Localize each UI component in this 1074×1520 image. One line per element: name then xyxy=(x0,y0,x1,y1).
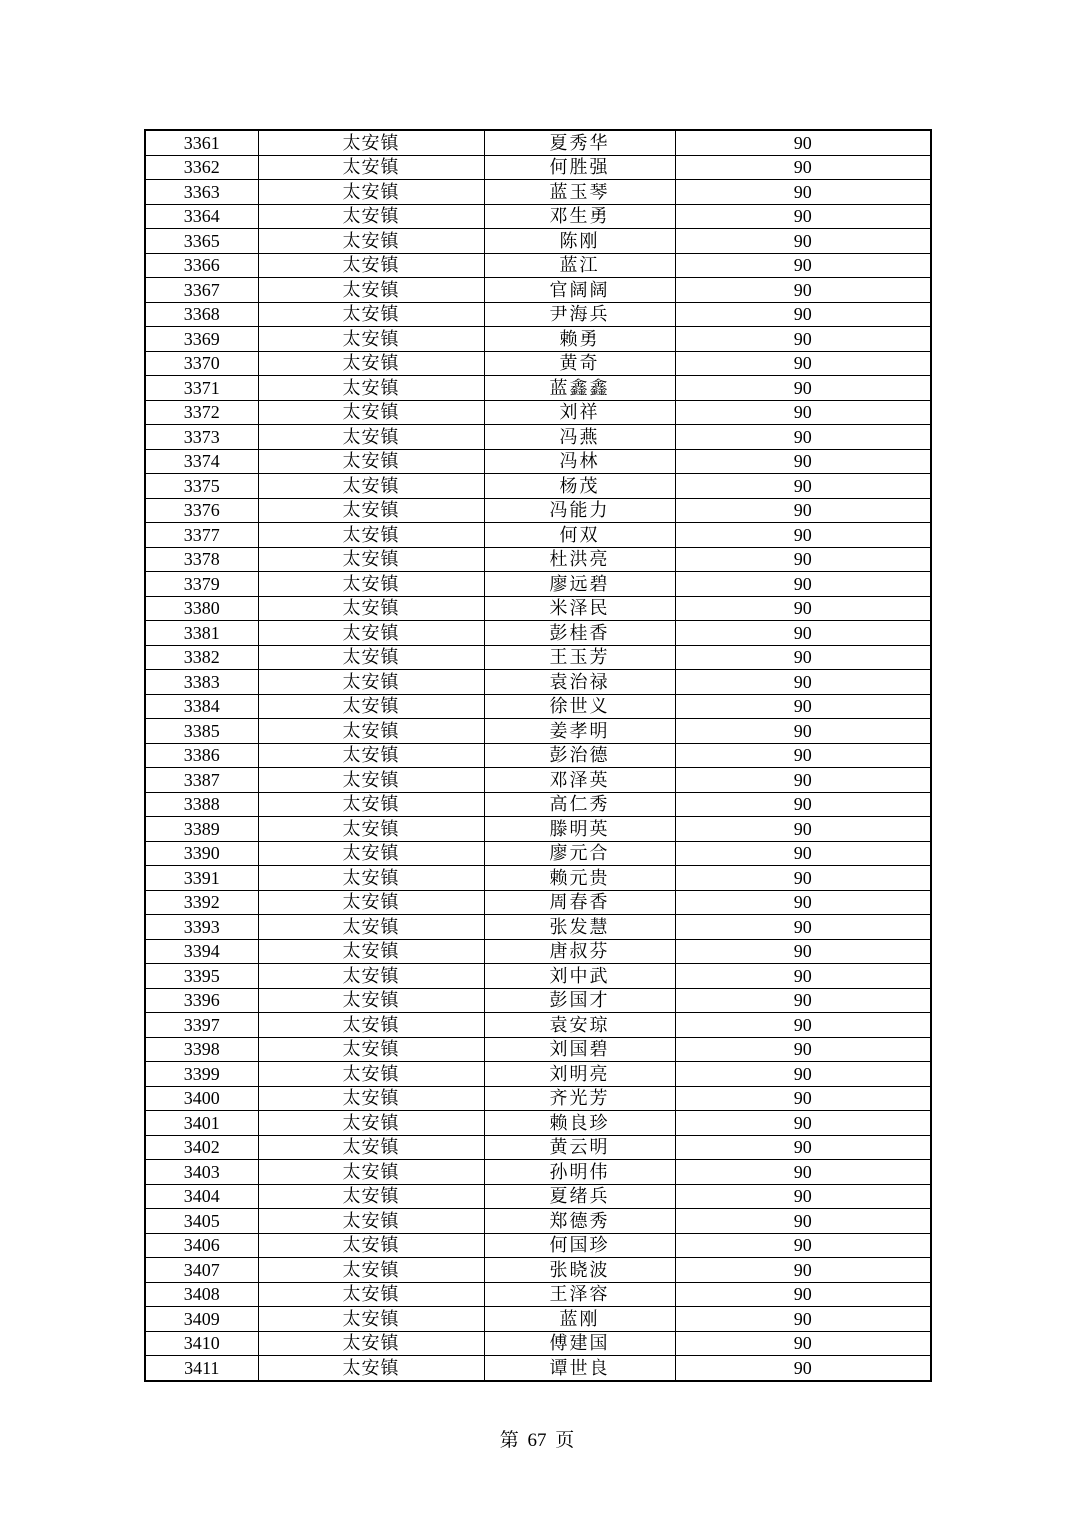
town-cell: 太安镇 xyxy=(258,130,484,155)
score-cell: 90 xyxy=(675,1209,931,1234)
town-cell: 太安镇 xyxy=(258,1160,484,1185)
score-cell: 90 xyxy=(675,1135,931,1160)
town-cell: 太安镇 xyxy=(258,988,484,1013)
table-row xyxy=(145,498,931,523)
town-cell: 太安镇 xyxy=(258,1258,484,1283)
name-cell: 何国珍 xyxy=(484,1233,675,1258)
row-number-cell: 3403 xyxy=(145,1160,258,1185)
row-number-cell: 3385 xyxy=(145,719,258,744)
town-cell: 太安镇 xyxy=(258,915,484,940)
score-cell: 90 xyxy=(675,939,931,964)
name-cell: 张晓波 xyxy=(484,1258,675,1283)
town-cell: 太安镇 xyxy=(258,743,484,768)
score-cell: 90 xyxy=(675,1160,931,1185)
table-row xyxy=(145,743,931,768)
table-row xyxy=(145,1086,931,1111)
row-number-cell: 3361 xyxy=(145,130,258,155)
score-cell: 90 xyxy=(675,572,931,597)
row-number-cell: 3411 xyxy=(145,1356,258,1381)
row-number-cell: 3372 xyxy=(145,400,258,425)
record-table xyxy=(144,129,932,1382)
row-number-cell: 3376 xyxy=(145,498,258,523)
row-number-cell: 3387 xyxy=(145,768,258,793)
town-cell: 太安镇 xyxy=(258,278,484,303)
town-cell: 太安镇 xyxy=(258,1356,484,1381)
town-cell: 太安镇 xyxy=(258,841,484,866)
table-row xyxy=(145,670,931,695)
score-cell: 90 xyxy=(675,1062,931,1087)
town-cell: 太安镇 xyxy=(258,302,484,327)
row-number-cell: 3389 xyxy=(145,817,258,842)
name-cell: 赖良珍 xyxy=(484,1111,675,1136)
table-row xyxy=(145,449,931,474)
row-number-cell: 3371 xyxy=(145,376,258,401)
table-row xyxy=(145,988,931,1013)
row-number-cell: 3382 xyxy=(145,645,258,670)
row-number-cell: 3381 xyxy=(145,621,258,646)
name-cell: 邓生勇 xyxy=(484,204,675,229)
table-row xyxy=(145,1037,931,1062)
score-cell: 90 xyxy=(675,474,931,499)
score-cell: 90 xyxy=(675,670,931,695)
town-cell: 太安镇 xyxy=(258,449,484,474)
town-cell: 太安镇 xyxy=(258,253,484,278)
score-cell: 90 xyxy=(675,547,931,572)
name-cell: 冯能力 xyxy=(484,498,675,523)
table-row xyxy=(145,1258,931,1283)
name-cell: 蓝鑫鑫 xyxy=(484,376,675,401)
score-cell: 90 xyxy=(675,229,931,254)
name-cell: 杜洪亮 xyxy=(484,547,675,572)
table-row xyxy=(145,1282,931,1307)
table-row xyxy=(145,596,931,621)
town-cell: 太安镇 xyxy=(258,1184,484,1209)
table-row xyxy=(145,719,931,744)
table-row xyxy=(145,915,931,940)
table-row xyxy=(145,1331,931,1356)
name-cell: 滕明英 xyxy=(484,817,675,842)
score-cell: 90 xyxy=(675,278,931,303)
score-cell: 90 xyxy=(675,449,931,474)
town-cell: 太安镇 xyxy=(258,523,484,548)
town-cell: 太安镇 xyxy=(258,596,484,621)
table-row xyxy=(145,1356,931,1381)
score-cell: 90 xyxy=(675,523,931,548)
name-cell: 唐叔芬 xyxy=(484,939,675,964)
town-cell: 太安镇 xyxy=(258,400,484,425)
town-cell: 太安镇 xyxy=(258,964,484,989)
name-cell: 官阔阔 xyxy=(484,278,675,303)
name-cell: 袁治禄 xyxy=(484,670,675,695)
town-cell: 太安镇 xyxy=(258,474,484,499)
row-number-cell: 3388 xyxy=(145,792,258,817)
name-cell: 赖元贵 xyxy=(484,866,675,891)
table-row xyxy=(145,130,931,155)
table-row xyxy=(145,1013,931,1038)
table-row xyxy=(145,866,931,891)
table-row xyxy=(145,645,931,670)
name-cell: 刘明亮 xyxy=(484,1062,675,1087)
name-cell: 黄云明 xyxy=(484,1135,675,1160)
score-cell: 90 xyxy=(675,694,931,719)
table-row xyxy=(145,327,931,352)
table-row xyxy=(145,155,931,180)
town-cell: 太安镇 xyxy=(258,204,484,229)
score-cell: 90 xyxy=(675,866,931,891)
row-number-cell: 3362 xyxy=(145,155,258,180)
town-cell: 太安镇 xyxy=(258,327,484,352)
score-cell: 90 xyxy=(675,155,931,180)
table-row xyxy=(145,890,931,915)
row-number-cell: 3397 xyxy=(145,1013,258,1038)
name-cell: 蓝玉琴 xyxy=(484,180,675,205)
table-row xyxy=(145,302,931,327)
name-cell: 彭治德 xyxy=(484,743,675,768)
town-cell: 太安镇 xyxy=(258,1037,484,1062)
score-cell: 90 xyxy=(675,376,931,401)
row-number-cell: 3391 xyxy=(145,866,258,891)
row-number-cell: 3394 xyxy=(145,939,258,964)
town-cell: 太安镇 xyxy=(258,670,484,695)
row-number-cell: 3393 xyxy=(145,915,258,940)
town-cell: 太安镇 xyxy=(258,376,484,401)
row-number-cell: 3398 xyxy=(145,1037,258,1062)
score-cell: 90 xyxy=(675,400,931,425)
score-cell: 90 xyxy=(675,792,931,817)
name-cell: 彭国才 xyxy=(484,988,675,1013)
name-cell: 徐世义 xyxy=(484,694,675,719)
table-row xyxy=(145,1111,931,1136)
name-cell: 谭世良 xyxy=(484,1356,675,1381)
table-row xyxy=(145,351,931,376)
name-cell: 廖远碧 xyxy=(484,572,675,597)
table-row xyxy=(145,1184,931,1209)
score-cell: 90 xyxy=(675,645,931,670)
row-number-cell: 3378 xyxy=(145,547,258,572)
town-cell: 太安镇 xyxy=(258,768,484,793)
row-number-cell: 3405 xyxy=(145,1209,258,1234)
name-cell: 冯林 xyxy=(484,449,675,474)
score-cell: 90 xyxy=(675,180,931,205)
table-row xyxy=(145,792,931,817)
page-number: 第 67 页 xyxy=(499,1430,575,1451)
row-number-cell: 3367 xyxy=(145,278,258,303)
row-number-cell: 3365 xyxy=(145,229,258,254)
town-cell: 太安镇 xyxy=(258,1233,484,1258)
town-cell: 太安镇 xyxy=(258,1209,484,1234)
row-number-cell: 3396 xyxy=(145,988,258,1013)
score-cell: 90 xyxy=(675,253,931,278)
name-cell: 邓泽英 xyxy=(484,768,675,793)
row-number-cell: 3399 xyxy=(145,1062,258,1087)
score-cell: 90 xyxy=(675,841,931,866)
town-cell: 太安镇 xyxy=(258,1282,484,1307)
score-cell: 90 xyxy=(675,130,931,155)
score-cell: 90 xyxy=(675,1037,931,1062)
name-cell: 齐光芳 xyxy=(484,1086,675,1111)
score-cell: 90 xyxy=(675,204,931,229)
town-cell: 太安镇 xyxy=(258,621,484,646)
row-number-cell: 3377 xyxy=(145,523,258,548)
row-number-cell: 3384 xyxy=(145,694,258,719)
name-cell: 孙明伟 xyxy=(484,1160,675,1185)
table-row xyxy=(145,253,931,278)
table-row xyxy=(145,523,931,548)
name-cell: 蓝刚 xyxy=(484,1307,675,1332)
table-row xyxy=(145,694,931,719)
town-cell: 太安镇 xyxy=(258,1307,484,1332)
row-number-cell: 3407 xyxy=(145,1258,258,1283)
table-row xyxy=(145,1307,931,1332)
score-cell: 90 xyxy=(675,1086,931,1111)
row-number-cell: 3400 xyxy=(145,1086,258,1111)
row-number-cell: 3368 xyxy=(145,302,258,327)
row-number-cell: 3373 xyxy=(145,425,258,450)
table-row xyxy=(145,474,931,499)
name-cell: 蓝江 xyxy=(484,253,675,278)
score-cell: 90 xyxy=(675,743,931,768)
score-cell: 90 xyxy=(675,890,931,915)
name-cell: 周春香 xyxy=(484,890,675,915)
row-number-cell: 3380 xyxy=(145,596,258,621)
score-cell: 90 xyxy=(675,621,931,646)
row-number-cell: 3363 xyxy=(145,180,258,205)
table-row xyxy=(145,817,931,842)
town-cell: 太安镇 xyxy=(258,817,484,842)
town-cell: 太安镇 xyxy=(258,351,484,376)
table-row xyxy=(145,1160,931,1185)
name-cell: 冯燕 xyxy=(484,425,675,450)
name-cell: 夏绪兵 xyxy=(484,1184,675,1209)
score-cell: 90 xyxy=(675,1282,931,1307)
row-number-cell: 3364 xyxy=(145,204,258,229)
town-cell: 太安镇 xyxy=(258,547,484,572)
town-cell: 太安镇 xyxy=(258,155,484,180)
town-cell: 太安镇 xyxy=(258,792,484,817)
table-row xyxy=(145,1062,931,1087)
score-cell: 90 xyxy=(675,302,931,327)
town-cell: 太安镇 xyxy=(258,1135,484,1160)
row-number-cell: 3375 xyxy=(145,474,258,499)
name-cell: 郑德秀 xyxy=(484,1209,675,1234)
score-cell: 90 xyxy=(675,817,931,842)
row-number-cell: 3410 xyxy=(145,1331,258,1356)
name-cell: 赖勇 xyxy=(484,327,675,352)
row-number-cell: 3395 xyxy=(145,964,258,989)
name-cell: 廖元合 xyxy=(484,841,675,866)
row-number-cell: 3408 xyxy=(145,1282,258,1307)
score-cell: 90 xyxy=(675,498,931,523)
name-cell: 彭桂香 xyxy=(484,621,675,646)
table-row xyxy=(145,376,931,401)
town-cell: 太安镇 xyxy=(258,229,484,254)
row-number-cell: 3386 xyxy=(145,743,258,768)
score-cell: 90 xyxy=(675,1331,931,1356)
table-row xyxy=(145,400,931,425)
row-number-cell: 3383 xyxy=(145,670,258,695)
town-cell: 太安镇 xyxy=(258,498,484,523)
name-cell: 杨茂 xyxy=(484,474,675,499)
town-cell: 太安镇 xyxy=(258,866,484,891)
row-number-cell: 3370 xyxy=(145,351,258,376)
name-cell: 王玉芳 xyxy=(484,645,675,670)
town-cell: 太安镇 xyxy=(258,1062,484,1087)
table-row xyxy=(145,1209,931,1234)
row-number-cell: 3406 xyxy=(145,1233,258,1258)
town-cell: 太安镇 xyxy=(258,1086,484,1111)
record-table-body xyxy=(145,130,931,1381)
name-cell: 张发慧 xyxy=(484,915,675,940)
score-cell: 90 xyxy=(675,988,931,1013)
name-cell: 高仁秀 xyxy=(484,792,675,817)
town-cell: 太安镇 xyxy=(258,425,484,450)
name-cell: 袁安琼 xyxy=(484,1013,675,1038)
name-cell: 王泽容 xyxy=(484,1282,675,1307)
town-cell: 太安镇 xyxy=(258,890,484,915)
score-cell: 90 xyxy=(675,1233,931,1258)
table-row xyxy=(145,1233,931,1258)
score-cell: 90 xyxy=(675,327,931,352)
table-row xyxy=(145,547,931,572)
score-cell: 90 xyxy=(675,1356,931,1381)
score-cell: 90 xyxy=(675,1307,931,1332)
row-number-cell: 3379 xyxy=(145,572,258,597)
row-number-cell: 3366 xyxy=(145,253,258,278)
name-cell: 尹海兵 xyxy=(484,302,675,327)
table-row xyxy=(145,204,931,229)
table-row xyxy=(145,572,931,597)
table-row xyxy=(145,964,931,989)
table-row xyxy=(145,425,931,450)
name-cell: 何胜强 xyxy=(484,155,675,180)
row-number-cell: 3404 xyxy=(145,1184,258,1209)
score-cell: 90 xyxy=(675,719,931,744)
table-row xyxy=(145,621,931,646)
table-row xyxy=(145,278,931,303)
row-number-cell: 3390 xyxy=(145,841,258,866)
name-cell: 姜孝明 xyxy=(484,719,675,744)
table-row xyxy=(145,841,931,866)
score-cell: 90 xyxy=(675,425,931,450)
row-number-cell: 3392 xyxy=(145,890,258,915)
score-cell: 90 xyxy=(675,351,931,376)
town-cell: 太安镇 xyxy=(258,645,484,670)
table-row xyxy=(145,939,931,964)
row-number-cell: 3401 xyxy=(145,1111,258,1136)
name-cell: 夏秀华 xyxy=(484,130,675,155)
name-cell: 黄奇 xyxy=(484,351,675,376)
row-number-cell: 3409 xyxy=(145,1307,258,1332)
name-cell: 米泽民 xyxy=(484,596,675,621)
row-number-cell: 3374 xyxy=(145,449,258,474)
score-cell: 90 xyxy=(675,964,931,989)
name-cell: 傅建国 xyxy=(484,1331,675,1356)
town-cell: 太安镇 xyxy=(258,1111,484,1136)
name-cell: 刘祥 xyxy=(484,400,675,425)
row-number-cell: 3402 xyxy=(145,1135,258,1160)
score-cell: 90 xyxy=(675,1111,931,1136)
score-cell: 90 xyxy=(675,1258,931,1283)
table-row xyxy=(145,1135,931,1160)
town-cell: 太安镇 xyxy=(258,572,484,597)
name-cell: 何双 xyxy=(484,523,675,548)
town-cell: 太安镇 xyxy=(258,694,484,719)
name-cell: 陈刚 xyxy=(484,229,675,254)
row-number-cell: 3369 xyxy=(145,327,258,352)
table-row xyxy=(145,229,931,254)
town-cell: 太安镇 xyxy=(258,1013,484,1038)
town-cell: 太安镇 xyxy=(258,180,484,205)
town-cell: 太安镇 xyxy=(258,1331,484,1356)
score-cell: 90 xyxy=(675,1013,931,1038)
table-row xyxy=(145,180,931,205)
score-cell: 90 xyxy=(675,596,931,621)
score-cell: 90 xyxy=(675,915,931,940)
name-cell: 刘国碧 xyxy=(484,1037,675,1062)
score-cell: 90 xyxy=(675,1184,931,1209)
table-row xyxy=(145,768,931,793)
name-cell: 刘中武 xyxy=(484,964,675,989)
score-cell: 90 xyxy=(675,768,931,793)
town-cell: 太安镇 xyxy=(258,719,484,744)
town-cell: 太安镇 xyxy=(258,939,484,964)
